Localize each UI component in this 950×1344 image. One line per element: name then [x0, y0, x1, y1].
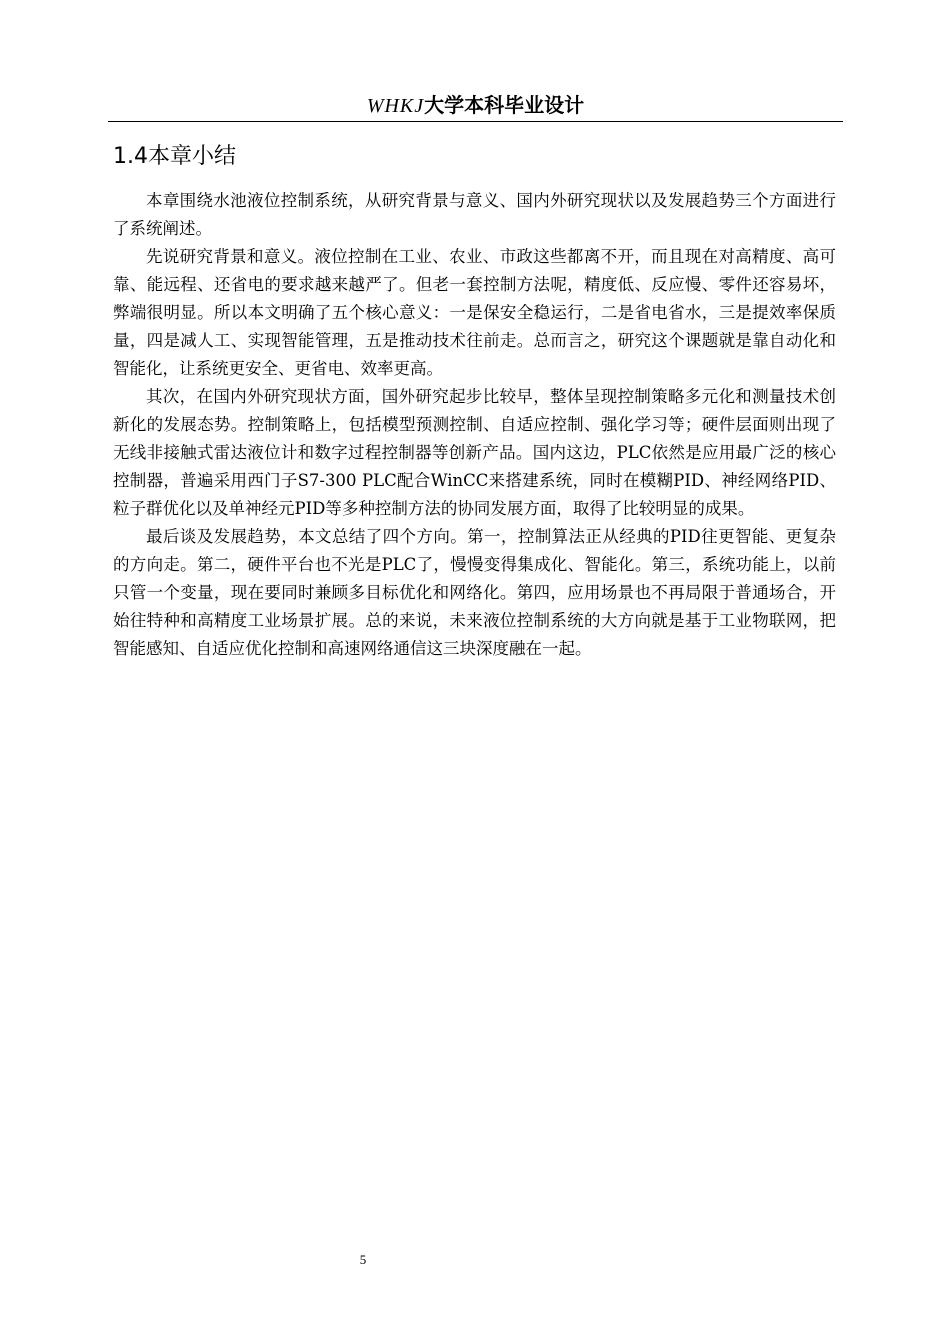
- paragraph: 最后谈及发展趋势，本文总结了四个方向。第一，控制算法正从经典的PID往更智能、更复杂的方向走。第二，硬件平台也不光是PLC了，慢慢变得集成化、智能化。第三，系统功能上，以前只管一个变量，现在要同时兼顾多目标优化和网络化。第四，应用场景也不再局限于普通场合，开始往特种和高精度工业场景扩展。总的来说，未来液位控制系统的大方向就是基于工业物联网，把智能感知、自适应优化控制和高速网络通信这三块深度融在一起。: [113, 527, 836, 658]
- section-heading: 1.4本章小结: [113, 144, 236, 169]
- running-header-latin: WHKJ: [366, 95, 425, 117]
- running-header-title: 大学本科毕业设计: [424, 93, 585, 117]
- paragraph: 先说研究背景和意义。液位控制在工业、农业、市政这些都离不开，而且现在对高精度、高可靠、能远程、还省电的要求越来越严了。但老一套控制方法呢，精度低、反应慢、零件还容易坏，弊端很明显。所以本文明确了五个核心意义：一是保安全稳运行，二是省电省水，三是提效率保质量，四是减人工、实现智能管理，五是推动技术往前走。总而言之，研究这个课题就是靠自动化和智能化，让系统更安全、更省电、效率更高。: [113, 247, 836, 378]
- paragraph: 本章围绕水池液位控制系统，从研究背景与意义、国内外研究现状以及发展趋势三个方面进行了系统阐述。: [113, 191, 836, 238]
- body-text: [113, 187, 836, 663]
- paragraph: 其次，在国内外研究现状方面，国外研究起步比较早，整体呈现控制策略多元化和测量技术创新化的发展态势。控制策略上，包括模型预测控制、自适应控制、强化学习等；硬件层面则出现了无线非接触式雷达液位计和数字过程控制器等创新产品。国内这边，PLC依然是应用最广泛的核心控制器，普遍采用西门子S7-300 PLC配合WinCC来搭建系统，同时在模糊PID、神经网络PID、粒子群优化以及单神经元PID等多种控制方法的协同发展方面，取得了比较明显的成果。: [113, 387, 836, 518]
- page-number: 5: [359, 1252, 367, 1267]
- running-header: [108, 90, 843, 120]
- header-rule: [108, 121, 843, 122]
